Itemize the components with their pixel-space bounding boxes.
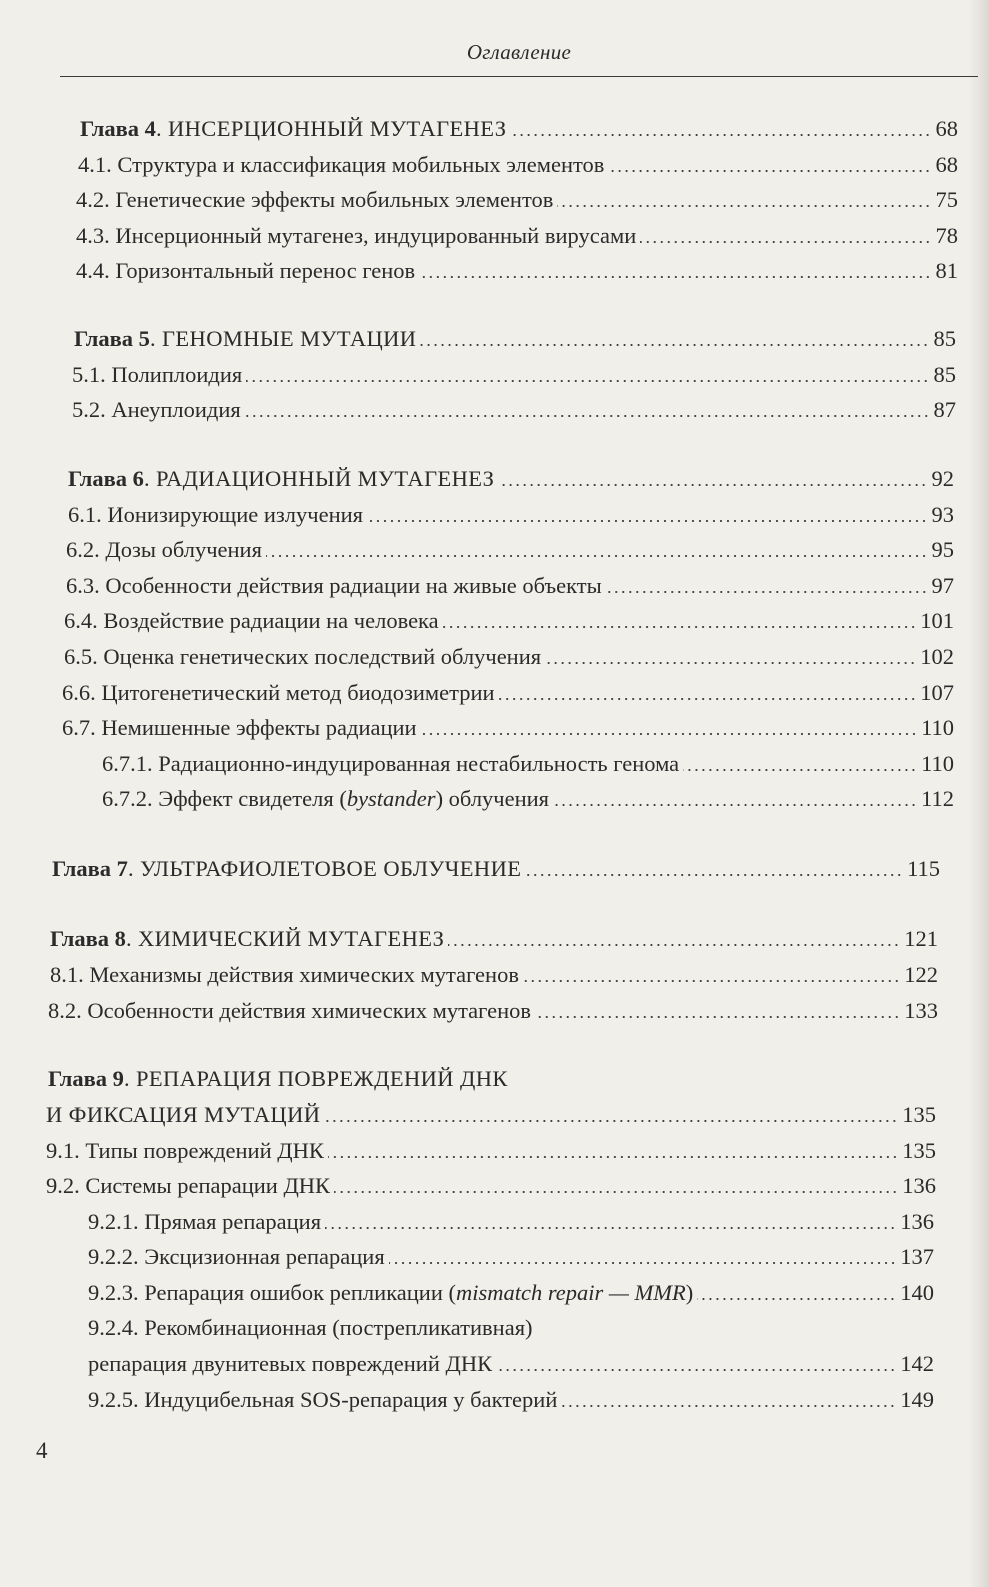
toc-section-9-2[interactable] xyxy=(46,1165,936,1199)
toc-subsection-9-2-4-line2[interactable] xyxy=(88,1343,934,1377)
leader-dots xyxy=(334,1191,898,1193)
leader-dots xyxy=(328,1156,898,1158)
page-ref: 93 xyxy=(931,502,954,527)
page-ref: 87 xyxy=(933,397,956,422)
page-ref: 135 xyxy=(902,1138,936,1163)
page-ref: 136 xyxy=(902,1173,936,1198)
leader-dots xyxy=(523,980,900,982)
page-ref: 85 xyxy=(933,326,956,351)
section-title: 9.2.1. Прямая репарация xyxy=(88,1209,322,1234)
leader-dots xyxy=(419,276,931,278)
section-title: 6.1. Ионизирующие излучения xyxy=(68,502,364,527)
toc-section-5-1[interactable] xyxy=(72,354,956,388)
page-ref: 92 xyxy=(931,466,954,491)
chapter-label: Глава 4 xyxy=(80,116,156,141)
page-ref: 97 xyxy=(931,573,954,598)
leader-dots xyxy=(245,415,930,417)
chapter-label: Глава 8 xyxy=(50,926,126,951)
section-title: 6.3. Особенности действия радиации на живые объекты xyxy=(66,573,602,598)
page-ref: 149 xyxy=(900,1387,934,1412)
page-ref: 136 xyxy=(900,1209,934,1234)
toc-section-4-4[interactable] xyxy=(76,250,958,284)
section-title: 4.1. Структура и классификация мобильных элементов xyxy=(78,152,605,177)
leader-dots xyxy=(367,520,927,522)
section-title: 6.5. Оценка генетических последствий облучения xyxy=(64,644,542,669)
page-number: 4 xyxy=(36,1438,48,1463)
section-title: репарация двунитевых повреждений ДНК xyxy=(88,1351,493,1376)
toc-subsection-6-7-1[interactable] xyxy=(102,743,954,777)
leader-dots xyxy=(697,1298,896,1300)
toc-section-6-1[interactable] xyxy=(68,494,954,528)
toc-chapter-5[interactable] xyxy=(74,318,956,352)
header-rule xyxy=(60,76,978,77)
chapter-title: . ИНСЕРЦИОННЫЙ МУТАГЕНЕЗ xyxy=(155,116,507,141)
leader-dots xyxy=(553,804,917,806)
toc-section-8-1[interactable] xyxy=(50,954,938,988)
page-edge-shadow xyxy=(969,0,989,1587)
page-ref: 68 xyxy=(935,116,958,141)
toc-subsection-9-2-4-line1[interactable] xyxy=(88,1307,533,1341)
toc-section-6-5[interactable] xyxy=(64,636,954,670)
section-title: 9.2.4. Рекомбинационная (пострепликативная) xyxy=(88,1315,533,1340)
page-ref: 95 xyxy=(931,537,954,562)
leader-dots xyxy=(389,1262,897,1264)
toc-subsection-9-2-5[interactable] xyxy=(88,1379,934,1413)
toc-section-8-2[interactable] xyxy=(48,990,938,1024)
running-header: Оглавление xyxy=(466,40,572,64)
toc-section-6-2[interactable] xyxy=(66,529,954,563)
chapter-label: Глава 5 xyxy=(74,326,150,351)
section-title-part: 6.7.2. Эффект свидетеля ( xyxy=(102,786,347,811)
page-ref: 133 xyxy=(904,998,938,1023)
section-title: 9.1. Типы повреждений ДНК xyxy=(46,1138,324,1163)
toc-chapter-6[interactable] xyxy=(68,458,954,492)
leader-dots xyxy=(496,1369,896,1371)
page-ref: 102 xyxy=(920,644,954,669)
page-ref: 142 xyxy=(900,1351,934,1376)
section-title: 9.2.5. Индуцибельная SOS-репарация у бактерий xyxy=(88,1387,558,1412)
leader-dots xyxy=(683,769,917,771)
leader-dots xyxy=(324,1120,898,1122)
section-title-part: ) облучения xyxy=(435,786,550,811)
toc-section-4-2[interactable] xyxy=(76,179,958,213)
toc-chapter-9-line1[interactable] xyxy=(48,1058,508,1092)
section-title: 4.4. Горизонтальный перенос генов xyxy=(76,258,416,283)
toc-chapter-7[interactable] xyxy=(52,848,940,882)
toc-chapter-4[interactable] xyxy=(80,108,958,142)
section-title: 5.2. Анеуплоидия xyxy=(72,397,241,422)
leader-dots xyxy=(421,733,917,735)
chapter-label: Глава 9 xyxy=(48,1066,124,1091)
leader-dots xyxy=(525,874,903,876)
toc-chapter-9-line2[interactable] xyxy=(46,1094,936,1128)
page-ref: 115 xyxy=(907,856,940,881)
leader-dots xyxy=(448,944,900,946)
section-title: 8.1. Механизмы действия химических мутагенов xyxy=(50,962,519,987)
page-ref: 135 xyxy=(902,1102,936,1127)
toc-subsection-6-7-2[interactable] xyxy=(102,778,954,812)
toc-subsection-9-2-1[interactable] xyxy=(88,1201,934,1235)
leader-dots xyxy=(510,134,931,136)
leader-dots xyxy=(557,205,931,207)
toc-subsection-9-2-2[interactable] xyxy=(88,1236,934,1270)
section-title: 4.2. Генетические эффекты мобильных элементов xyxy=(76,187,554,212)
leader-dots xyxy=(608,170,931,172)
toc-section-5-2[interactable] xyxy=(72,389,956,423)
section-title: 6.7.1. Радиационно-индуцированная нестабильность генома xyxy=(102,751,680,776)
leader-dots xyxy=(266,555,928,557)
section-title: 6.4. Воздействие радиации на человека xyxy=(64,608,439,633)
page-ref: 68 xyxy=(935,152,958,177)
section-title-italic: mismatch repair — MMR xyxy=(456,1280,686,1305)
chapter-title: . УЛЬТРАФИОЛЕТОВОЕ ОБЛУЧЕНИЕ xyxy=(127,856,522,881)
page-ref: 75 xyxy=(935,187,958,212)
toc-subsection-9-2-3[interactable] xyxy=(88,1272,934,1306)
toc-section-4-3[interactable] xyxy=(76,215,958,249)
leader-dots xyxy=(640,241,931,243)
toc-section-6-6[interactable] xyxy=(62,672,954,706)
section-title: 6.7. Немишенные эффекты радиации xyxy=(62,715,417,740)
page-ref: 85 xyxy=(933,362,956,387)
page-ref: 121 xyxy=(904,926,938,951)
toc-section-6-4[interactable] xyxy=(64,600,954,634)
leader-dots xyxy=(545,662,916,664)
page-ref: 101 xyxy=(920,608,954,633)
toc-section-9-1[interactable] xyxy=(46,1130,936,1164)
leader-dots xyxy=(606,591,928,593)
toc-section-6-7[interactable] xyxy=(62,707,954,741)
page-ref: 81 xyxy=(935,258,958,283)
leader-dots xyxy=(246,380,929,382)
section-title: 5.1. Полиплоидия xyxy=(72,362,243,387)
chapter-title: . ХИМИЧЕСКИЙ МУТАГЕНЕЗ xyxy=(125,926,445,951)
leader-dots xyxy=(535,1016,900,1018)
chapter-label: Глава 6 xyxy=(68,466,144,491)
section-title: 8.2. Особенности действия химических мутагенов xyxy=(48,998,531,1023)
chapter-title: . ГЕНОМНЫЕ МУТАЦИИ xyxy=(149,326,417,351)
section-title: 6.6. Цитогенетический метод биодозиметрии xyxy=(62,680,495,705)
toc-section-4-1[interactable] xyxy=(78,144,958,178)
chapter-title: . РЕПАРАЦИЯ ПОВРЕЖДЕНИЙ ДНК xyxy=(123,1066,508,1091)
page-ref: 107 xyxy=(920,680,954,705)
section-title: 9.2. Системы репарации ДНК xyxy=(46,1173,331,1198)
page-ref: 137 xyxy=(900,1244,934,1269)
section-title-part: 9.2.3. Репарация ошибок репликации ( xyxy=(88,1280,457,1305)
chapter-title: И ФИКСАЦИЯ МУТАЦИЙ xyxy=(46,1102,321,1127)
section-title-part: ) xyxy=(685,1280,694,1305)
page-ref: 112 xyxy=(921,786,954,811)
page-ref: 110 xyxy=(921,715,954,740)
chapter-title: . РАДИАЦИОННЫЙ МУТАГЕНЕЗ xyxy=(143,466,495,491)
section-title-italic: bystander xyxy=(346,786,436,811)
leader-dots xyxy=(561,1405,896,1407)
page-ref: 122 xyxy=(904,962,938,987)
section-title: 4.3. Инсерционный мутагенез, индуцированный вирусами xyxy=(76,223,637,248)
leader-dots xyxy=(420,344,929,346)
leader-dots xyxy=(499,698,917,700)
leader-dots xyxy=(325,1227,896,1229)
toc-chapter-8[interactable] xyxy=(50,918,938,952)
leader-dots xyxy=(498,484,927,486)
chapter-label: Глава 7 xyxy=(52,856,128,881)
section-title: 6.2. Дозы облучения xyxy=(66,537,262,562)
section-title: 9.2.2. Эксцизионная репарация xyxy=(88,1244,385,1269)
page-ref: 110 xyxy=(921,751,954,776)
page-ref: 140 xyxy=(900,1280,934,1305)
toc-section-6-3[interactable] xyxy=(66,565,954,599)
page-ref: 78 xyxy=(935,223,958,248)
leader-dots xyxy=(443,626,917,628)
